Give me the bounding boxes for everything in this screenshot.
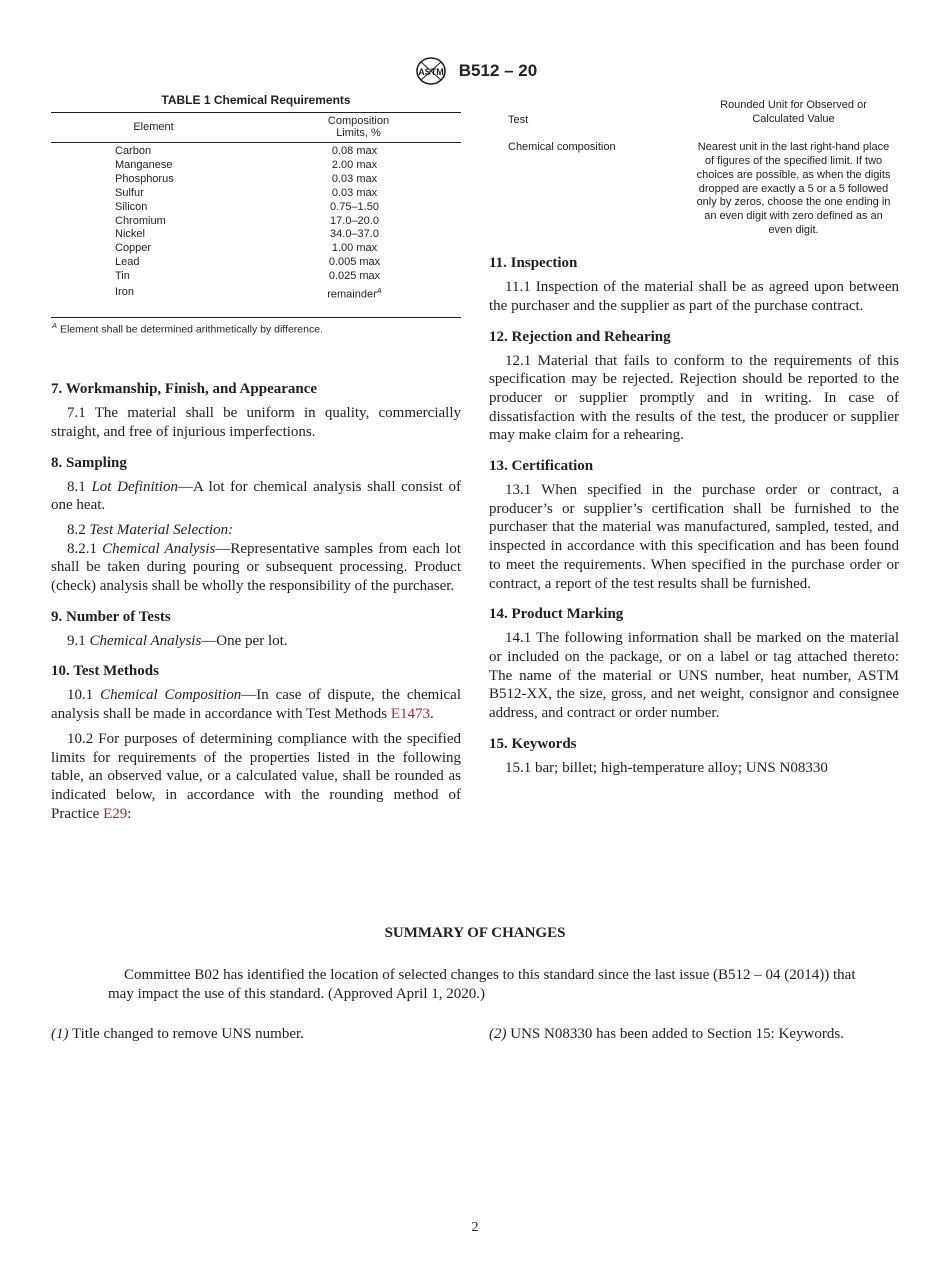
- element-name: Silicon: [115, 200, 148, 213]
- column-header-test: Test: [508, 114, 529, 126]
- table-row: [51, 143, 461, 159]
- element-name: Carbon: [115, 145, 152, 157]
- section-title: 11. Inspection: [489, 255, 578, 272]
- section-15: [489, 736, 899, 778]
- section-13: [489, 458, 899, 593]
- link-e29[interactable]: E29: [103, 805, 128, 822]
- paragraph-8-1: [51, 478, 461, 515]
- para-heading: Chemical Analysis: [102, 540, 216, 557]
- section-title: 13. Certification: [489, 458, 594, 475]
- paragraph-9-1: [51, 632, 461, 651]
- summary-title: SUMMARY OF CHANGES: [384, 925, 566, 941]
- para-heading: Chemical Composition: [100, 687, 242, 704]
- footnote-text: Element shall be determined arithmetically by difference.: [59, 323, 323, 336]
- element-name: Sulfur: [115, 186, 144, 199]
- para-number: 8.2: [67, 521, 86, 538]
- column-header-limits: [256, 113, 461, 143]
- unit-header-line1: Rounded Unit for Observed or: [720, 99, 867, 111]
- table-row: [51, 270, 461, 284]
- summary-body: Committee B02 has identified the location of selected changes to this standard since the last issue (B512 – 04 (2014)) that may impact the use of this standard. (Approved April 1, 2020.): [108, 967, 856, 1002]
- change-text: Title changed to remove UNS number.: [71, 1026, 304, 1042]
- table-row: [51, 242, 461, 256]
- paragraph-11-1: 11.1 Inspection of the material shall be as agreed upon between the purchaser and the supplier as part of the purchase contract.: [489, 279, 899, 314]
- footnote-mark: A: [52, 320, 58, 330]
- document-id: B512 – 20: [458, 61, 538, 80]
- composition-limit: 0.025 max: [328, 270, 381, 283]
- table-row: [489, 127, 899, 238]
- table-row: [51, 187, 461, 201]
- para-text: —Representative samples from each lot shall be taken during pouring or subsequent processing. Product (check) analysis shall be wholly the responsibility of the purchaser.: [51, 540, 461, 595]
- composition-limit: 0.005 max: [328, 256, 381, 269]
- table-footnote: [51, 317, 461, 336]
- composition-limit: 0.03 max: [331, 186, 378, 199]
- column-header-element: Element: [51, 113, 256, 143]
- svg-text:ASTM: ASTM: [418, 67, 444, 77]
- section-title: 10. Test Methods: [51, 663, 159, 680]
- unit-header-line2: Calculated Value: [752, 112, 835, 125]
- para-text: —A lot for chemical analysis shall consist of one heat.: [51, 478, 462, 514]
- composition-limit: [256, 284, 461, 317]
- paragraph-8-2-1: [51, 540, 461, 596]
- para-text: 10.2 For purposes of determining compliance with the specified limits for requirements of the properties listed in the following table, an observed value, or a calculated value, shall be rounded as indicated below, in accordance with the rounding method of Practice: [51, 730, 461, 822]
- limits-header-line2: Limits, %: [336, 127, 381, 139]
- footnote-ref: A: [376, 286, 382, 296]
- table-row: [51, 284, 461, 317]
- paragraph-15-1: 15.1 bar; billet; high-temperature alloy; UNS N08330: [505, 759, 828, 776]
- paragraph-10-2: [51, 730, 461, 824]
- composition-limit: 0.75–1.50: [330, 200, 379, 213]
- section-12: [489, 329, 899, 446]
- section-10: [51, 663, 461, 823]
- para-text: —One per lot.: [201, 632, 288, 649]
- composition-limit: 2.00 max: [331, 158, 378, 171]
- element-name: Chromium: [115, 214, 166, 227]
- paragraph-14-1: 14.1 The following information shall be marked on the material or included on the package, or on a label or tag attached thereto: The name of the material or UNS number, heat number, ASTM B512-XX, the size, gross, and net weight, consignor and consignee address, and contract or order number.: [489, 630, 899, 722]
- section-9: [51, 609, 461, 651]
- composition-limit: 34.0–37.0: [330, 228, 379, 241]
- link-e1473[interactable]: E1473: [390, 706, 431, 723]
- table-row: [51, 228, 461, 242]
- element-name: Nickel: [115, 228, 145, 241]
- para-number: 9.1: [67, 632, 86, 649]
- section-8: [51, 455, 461, 596]
- limits-header-line1: Composition: [327, 115, 390, 127]
- paragraph-12-1: 12.1 Material that fails to conform to the requirements of this specification may be rejected. Rejection should be reported to the producer or supplier promptly and in writing. In case of dissatisfaction with the results of the test, the producer or supplier may make claim for a rehearing.: [489, 352, 899, 444]
- rounding-table: [489, 93, 899, 238]
- element-name: Tin: [115, 270, 130, 283]
- element-name: Iron: [115, 286, 134, 299]
- section-title: 15. Keywords: [489, 735, 577, 752]
- section-7: [51, 381, 461, 441]
- table-row: [51, 159, 461, 173]
- para-number: 10.1: [67, 687, 94, 704]
- composition-limit: 0.03 max: [331, 172, 378, 185]
- section-title: 12. Rejection and Rehearing: [489, 328, 671, 345]
- limit-text: remainder: [327, 288, 377, 301]
- para-number: 8.2.1: [67, 540, 97, 557]
- section-title: 8. Sampling: [51, 454, 127, 471]
- table-row: [51, 201, 461, 215]
- section-title: 9. Number of Tests: [51, 608, 171, 625]
- element-name: Copper: [115, 242, 152, 255]
- composition-limit: 1.00 max: [331, 242, 378, 255]
- table-1-title: TABLE 1 Chemical Requirements: [161, 93, 351, 107]
- section-11: [489, 255, 899, 315]
- change-number: (2): [489, 1026, 507, 1042]
- para-heading: Chemical Analysis: [89, 632, 202, 649]
- composition-limit: 0.08 max: [331, 145, 378, 157]
- change-text: UNS N08330 has been added to Section 15: Keywords.: [510, 1026, 844, 1042]
- para-end: .: [430, 706, 434, 723]
- change-item-1: [51, 1026, 304, 1043]
- paragraph-10-1: [51, 686, 461, 723]
- left-column: [51, 93, 461, 823]
- table-row: [51, 256, 461, 270]
- column-header-rounded-unit: [688, 93, 899, 127]
- change-number: (1): [51, 1026, 69, 1042]
- paragraph-7-1: 7.1 The material shall be uniform in quality, commercially straight, and free of injurious imperfections.: [51, 405, 461, 440]
- para-text: —In case of dispute, the chemical analysis shall be made in accordance with Test Methods: [51, 687, 461, 723]
- composition-limit: 17.0–20.0: [330, 214, 379, 227]
- section-14: [489, 606, 899, 723]
- table-row: [51, 173, 461, 187]
- page-number: 2: [471, 1220, 479, 1235]
- para-end: :: [127, 805, 132, 822]
- page-header: [0, 56, 950, 86]
- row-test: Chemical composition: [508, 140, 616, 153]
- element-name: Phosphorus: [115, 172, 174, 185]
- chemical-requirements-table: [51, 112, 461, 336]
- element-name: Lead: [115, 256, 140, 269]
- table-row: [51, 215, 461, 229]
- para-number: 8.1: [67, 478, 86, 495]
- change-item-2: [489, 1026, 844, 1043]
- astm-logo-icon: [413, 56, 449, 86]
- right-column: [489, 93, 899, 778]
- para-heading: Lot Definition: [91, 478, 178, 495]
- paragraph-13-1: 13.1 When specified in the purchase order or contract, a producer’s or supplier’s certification shall be furnished to the purchaser that the material was manufactured, sampled, tested, and inspected in accordance with this specification and has been found to meet the requirements. When specified in the purchase order or contract, a report of the test results shall be furnished.: [489, 482, 899, 592]
- paragraph-8-2: [51, 521, 461, 540]
- para-heading: Test Material Selection:: [89, 521, 234, 538]
- section-title: 14. Product Marking: [489, 606, 624, 623]
- chemical-table-body: [51, 143, 461, 318]
- element-name: Manganese: [115, 158, 173, 171]
- row-rounding-rule: Nearest unit in the last right-hand place of figures of the specified limit. If two choices are possible, as when the digits dropped are exactly a 5 or a 5 followed only by zeros, choose the one ending in an even digit with zero defined as an even digit.: [696, 140, 891, 237]
- section-title: 7. Workmanship, Finish, and Appearance: [51, 381, 318, 398]
